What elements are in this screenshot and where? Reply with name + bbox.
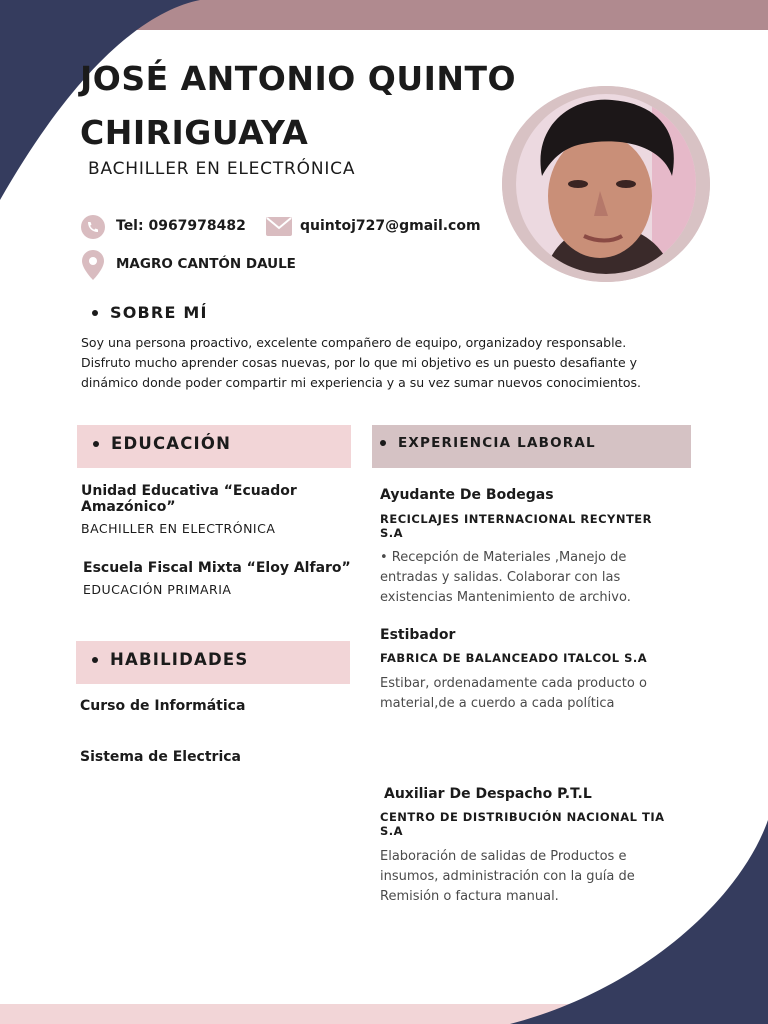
job-3-description: [380, 847, 635, 907]
bullet-icon: [93, 441, 99, 447]
education-item-2-degree: EDUCACIÓN PRIMARIA: [83, 582, 232, 597]
about-line-1: Soy una persona proactivo, excelente compañero de equipo, organizadoy responsable.: [81, 335, 627, 350]
bullet-icon: [380, 440, 386, 446]
experience-heading: [380, 435, 596, 451]
job-3-company-line-2: S.A: [380, 824, 404, 838]
name-line-1: JOSÉ ANTONIO QUINTO: [80, 59, 517, 98]
job-1-company-line-1: RECICLAJES INTERNACIONAL RECYNTER: [380, 512, 653, 526]
job-3-title: Auxiliar De Despacho P.T.L: [384, 786, 592, 802]
mail-icon: [266, 217, 292, 236]
about-text: [81, 333, 701, 393]
school-line-1: Unidad Educativa “Ecuador: [81, 483, 297, 499]
phone-icon: [80, 214, 106, 240]
name-line-2: CHIRIGUAYA: [80, 113, 309, 152]
education-heading-label: EDUCACIÓN: [111, 434, 232, 453]
job-2-desc-line-2: material,de a cuerdo a cada política: [380, 696, 615, 711]
bullet-icon: [92, 310, 98, 316]
job-1-desc-line-3: existencias Mantenimiento de archivo.: [380, 590, 631, 605]
job-1-desc-line-2: entradas y salidas. Colaborar con las: [380, 570, 621, 585]
about-heading-label: SOBRE MÍ: [110, 303, 208, 322]
profession-subtitle: BACHILLER EN ELECTRÓNICA: [88, 159, 356, 179]
school-line-2: Amazónico”: [81, 499, 176, 515]
skills-heading-label: HABILIDADES: [110, 650, 249, 669]
job-3-desc-line-1: Elaboración de salidas de Productos e: [380, 849, 627, 864]
job-2-desc-line-1: Estibar, ordenadamente cada producto o: [380, 676, 647, 691]
education-heading: [93, 434, 231, 453]
location-pin-icon: [82, 250, 104, 280]
education-item-1-degree: BACHILLER EN ELECTRÓNICA: [81, 521, 276, 536]
job-3-company-line-1: CENTRO DE DISTRIBUCIÓN NACIONAL TIA: [380, 810, 665, 824]
experience-heading-label: EXPERIENCIA LABORAL: [398, 435, 596, 451]
education-item-2-school: Escuela Fiscal Mixta “Eloy Alfaro”: [83, 560, 351, 576]
location-text: MAGRO CANTÓN DAULE: [116, 256, 296, 272]
job-1-title: Ayudante De Bodegas: [380, 487, 554, 503]
job-2-title: Estibador: [380, 627, 456, 643]
bullet-icon: [92, 657, 98, 663]
job-1-desc-line-1: • Recepción de Materiales ,Manejo de: [380, 550, 627, 565]
job-1-company: [380, 512, 652, 540]
phone-number[interactable]: Tel: 0967978482: [116, 218, 246, 234]
about-line-2: Disfruto mucho aprender cosas nuevas, por lo que mi objetivo es un puesto desafiante y: [81, 355, 638, 370]
job-1-company-line-2: S.A: [380, 526, 404, 540]
skills-heading: [92, 650, 248, 669]
profile-photo: [502, 86, 710, 282]
email-address[interactable]: quintoj727@gmail.com: [300, 218, 481, 234]
job-3-desc-line-2: insumos, administración con la guía de: [380, 869, 635, 884]
job-2-description: [380, 674, 647, 714]
job-2-company: FABRICA DE BALANCEADO ITALCOL S.A: [380, 651, 648, 665]
about-heading: [92, 303, 208, 322]
skill-item-2: Sistema de Electrica: [80, 749, 241, 765]
about-line-3: dinámico donde poder compartir mi experiencia y a su vez sumar nuevos conocimientos.: [81, 375, 642, 390]
job-3-desc-line-3: Remisión o factura manual.: [380, 889, 559, 904]
job-3-company: [380, 810, 665, 838]
education-item-1-school: [81, 483, 297, 515]
skill-item-1: Curso de Informática: [80, 698, 246, 714]
candidate-name: [80, 52, 580, 160]
job-1-description: [380, 548, 631, 608]
